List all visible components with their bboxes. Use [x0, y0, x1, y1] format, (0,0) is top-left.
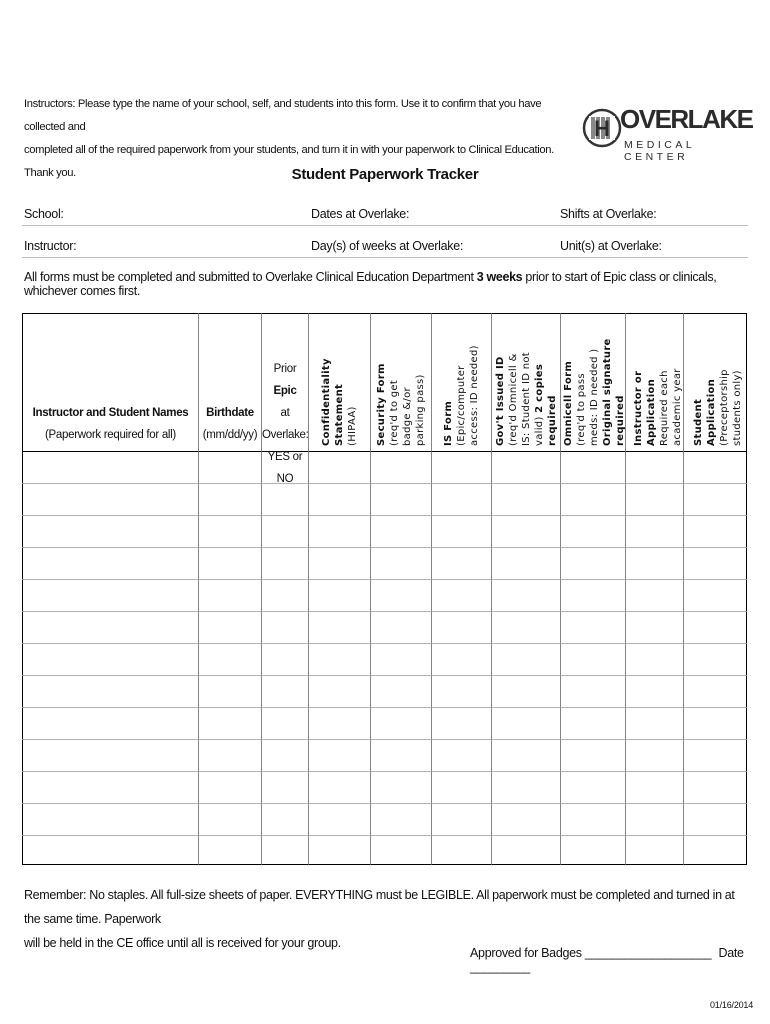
header-omnicell: [562, 338, 627, 446]
header-govid-line4a: valid): [534, 412, 545, 446]
header-conf-line2: Statement: [334, 383, 345, 446]
school-label: School:: [24, 207, 64, 221]
header-epic-line4: YES or NO: [267, 451, 303, 485]
header-epic-line1: [262, 358, 308, 402]
header-is-line3: access: ID needed): [469, 345, 480, 446]
instructor-label: Instructor:: [24, 239, 77, 253]
remember-line-1: Remember: No staples. All full-size sheets of paper. EVERYTHING must be LEGIBLE. All paperwork must be completed and turned in at the same time. Paperwork: [24, 888, 735, 926]
header-birthdate-line2: (mm/dd/yy): [202, 429, 258, 441]
header-security-line2: (req'd to get: [389, 379, 400, 446]
header-stuapp-line2: Application: [706, 378, 717, 446]
header-is-line2: (Epic/computer: [456, 365, 467, 446]
approved-for-badges: Approved for Badges ___________________: [470, 946, 712, 960]
page-title: Student Paperwork Tracker: [291, 166, 479, 183]
header-govid-line4b: 2 copies: [534, 363, 545, 413]
header-stuapp-line1: Student: [693, 398, 704, 446]
header-names: [23, 402, 198, 446]
header-instapp-line2: Application: [646, 378, 657, 446]
header-is-line1: IS Form: [443, 400, 454, 446]
row-lines: [22, 484, 747, 836]
header-conf-line1: Confidentiality: [321, 358, 332, 446]
header-instructor-application: [632, 368, 684, 446]
header-security-line1: Security Form: [376, 363, 387, 446]
remember-note: [24, 883, 746, 955]
header-birthdate: [199, 402, 261, 446]
logo-letter: H: [594, 116, 610, 141]
header-is-form: [442, 345, 481, 446]
header-govid-line2: (req'd Omnicell &: [508, 353, 519, 446]
header-stuapp-line3: (Preceptorship: [719, 369, 730, 446]
logo-word: OVERLAKE: [620, 104, 753, 134]
notice-after: prior to start of Epic class or clinicals, whichever comes first.: [24, 270, 717, 298]
approval-date: Date _________: [470, 946, 744, 974]
header-security-line4: parking pass): [415, 374, 426, 446]
header-security-line3: badge &/or: [402, 387, 413, 446]
header-omnicell-line2: (req'd to pass: [576, 373, 587, 446]
header-conf-line3: (HIPAA): [347, 406, 358, 446]
header-prior-epic: [262, 358, 308, 490]
header-govid-line1: Gov't Issued ID: [495, 356, 506, 446]
instructions-line-1: Instructors: Please type the name of your school, self, and students into this form. Use it to confirm that you have collected and: [24, 98, 542, 133]
header-omnicell-line4: Original signature: [602, 338, 613, 446]
header-confidentiality: [320, 358, 359, 446]
header-epic-line3: Overlake:: [262, 429, 309, 441]
units-label: Unit(s) at Overlake:: [560, 239, 662, 253]
header-names-line2: (Paperwork required for all): [45, 429, 176, 441]
header-govid-line3: IS: Student ID not: [521, 352, 532, 446]
remember-line-2: will be held in the CE office until all is received for your group.: [24, 936, 341, 950]
instructions-line-2: completed all of the required paperwork from your students, and turn it in with your paperwork to Clinical Education. Thank you.: [24, 144, 554, 179]
header-govid-line5: required: [547, 395, 558, 446]
header-student-application: [692, 369, 744, 446]
header-birthdate-line1: Birthdate: [206, 407, 254, 419]
header-security: [375, 363, 427, 446]
approval-line: [470, 946, 770, 974]
logo-subtitle: MEDICAL CENTER: [624, 139, 695, 163]
header-epic-bold: Epic: [273, 385, 297, 397]
header-gov-id: [494, 352, 559, 446]
header-omnicell-line3: meds: ID needed ): [589, 348, 600, 446]
header-epic-prior: Prior: [273, 363, 297, 375]
notice-before: All forms must be completed and submitted to Overlake Clinical Education Department: [24, 270, 477, 284]
notice-bold: 3 weeks: [476, 270, 523, 284]
header-instapp-line3: Required each: [659, 370, 670, 446]
header-omnicell-line5: required: [615, 395, 626, 446]
header-instapp-line4: academic year: [672, 368, 683, 446]
form-date: 01/16/2014: [710, 1000, 754, 1010]
header-omnicell-line1: Omnicell Form: [563, 360, 574, 446]
header-instapp-line1: Instructor or: [633, 370, 644, 446]
header-names-line1: Instructor and Student Names: [32, 407, 189, 419]
dates-label: Dates at Overlake:: [311, 207, 410, 221]
header-stuapp-line4: students only): [732, 370, 743, 446]
shifts-label: Shifts at Overlake:: [560, 207, 657, 221]
header-epic-line2: at: [280, 407, 290, 419]
days-label: Day(s) of weeks at Overlake:: [311, 239, 464, 253]
